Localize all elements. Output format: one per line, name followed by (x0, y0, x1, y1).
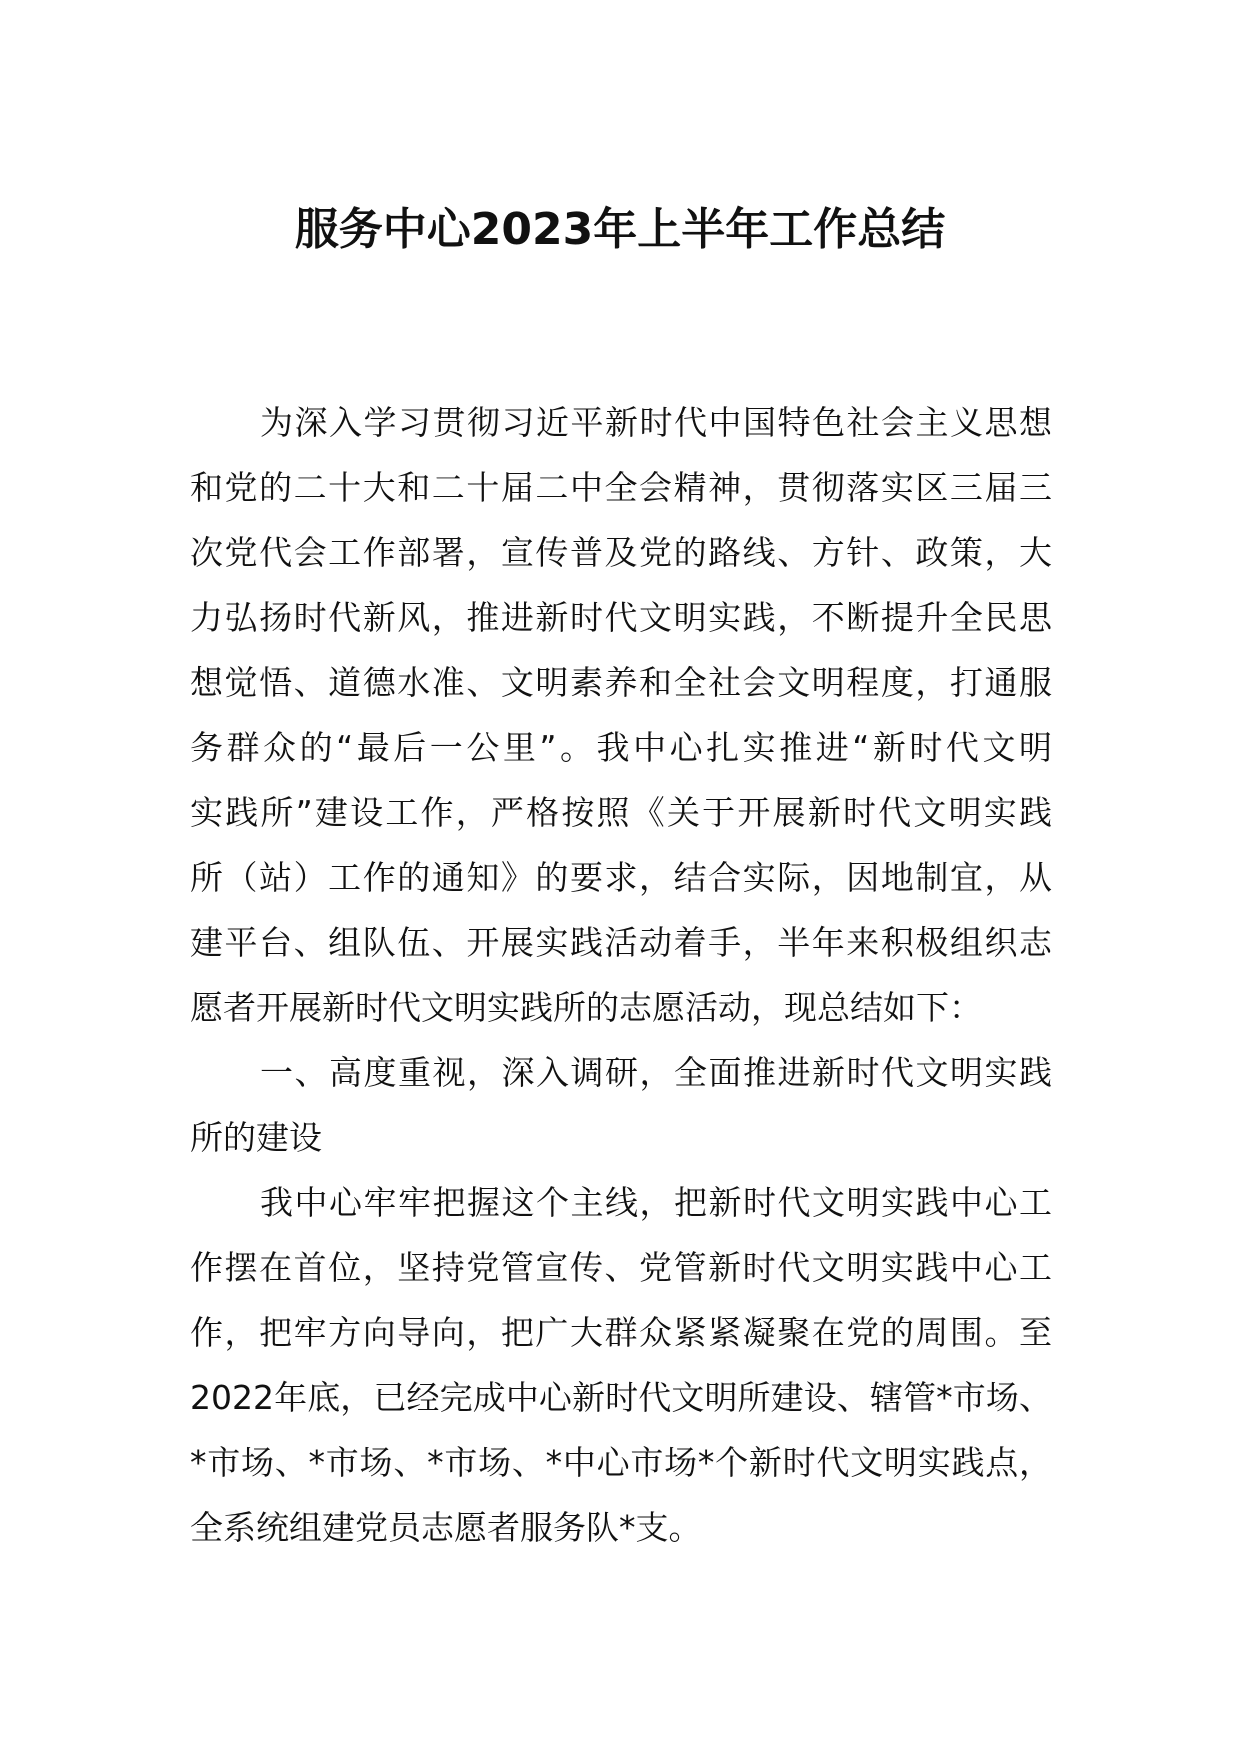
body-line: 我中心牢牢把握这个主线，把新时代文明实践中心工 (260, 1183, 1052, 1222)
body-line: 力弘扬时代新风，推进新时代文明实践，不断提升全民思 (190, 598, 1052, 637)
body-line: 愿者开展新时代文明实践所的志愿活动，现总结如下： (190, 988, 982, 1027)
body-line: 所的建设 (190, 1118, 322, 1157)
body-line: 务群众的“最后一公里”。我中心扎实推进“新时代文明 (190, 728, 1052, 767)
body-line: *市场、*市场、*市场、*中心市场*个新时代文明实践点， (190, 1443, 1052, 1482)
body-line: 2022年底，已经完成中心新时代文明所建设、辖管*市场、 (190, 1378, 1052, 1417)
body-line: 次党代会工作部署，宣传普及党的路线、方针、政策，大 (190, 533, 1052, 572)
body-line: 所（站）工作的通知》的要求，结合实际，因地制宜，从 (190, 858, 1052, 897)
document-body (190, 390, 1052, 1560)
body-line: 全系统组建党员志愿者服务队*支。 (190, 1508, 702, 1547)
body-line: 想觉悟、道德水准、文明素养和全社会文明程度，打通服 (190, 663, 1052, 702)
body-line: 实践所”建设工作，严格按照《关于开展新时代文明实践 (190, 793, 1052, 832)
body-line: 作摆在首位，坚持党管宣传、党管新时代文明实践中心工 (190, 1248, 1052, 1287)
document-title: 服务中心2023年上半年工作总结 (294, 204, 946, 255)
body-line: 建平台、组队伍、开展实践活动着手，半年来积极组织志 (190, 923, 1052, 962)
body-line: 为深入学习贯彻习近平新时代中国特色社会主义思想 (260, 403, 1052, 442)
body-line: 和党的二十大和二十届二中全会精神，贯彻落实区三届三 (190, 468, 1052, 507)
body-line: 一、高度重视，深入调研，全面推进新时代文明实践 (260, 1053, 1052, 1092)
body-line: 作，把牢方向导向，把广大群众紧紧凝聚在党的周围。至 (190, 1313, 1052, 1352)
